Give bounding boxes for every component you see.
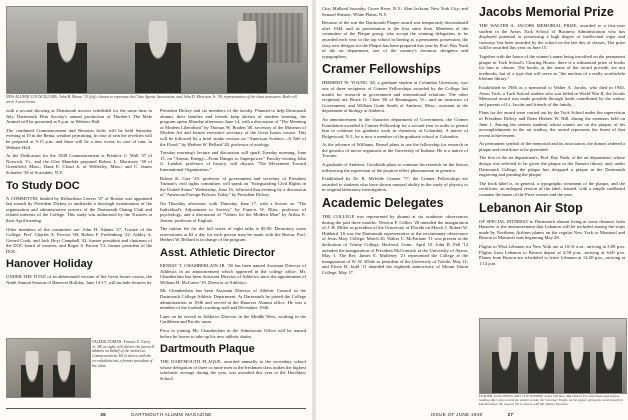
cup-winner-photo xyxy=(479,318,627,394)
paragraph: Robert K. Carr '29, professor of government and secretary of President Truman's civil rights committee, will speak on "Safeguarding Civil Rights in the United States" Wednesday, June 16, followed that evening by a discussion of "American Foreign Policies Today" by President Dickey. xyxy=(160,175,306,198)
paragraph: Other members of the committee are: John H. Adams '27, Trustee of the College; Prof. Charles A. Proctor '00; Robert F. Fredenburg '22; Ashley A. Gerard Cook; and Jack Hoyt Campbell '42, former president and chairman of the DOC board of trustees; and Roger S. Brown '13, former president of the DOC. xyxy=(6,226,152,254)
section-heading-cramer-fellowships: Cramer Fellowships xyxy=(322,62,441,77)
right-page xyxy=(316,0,628,420)
paragraph: Established in 1946 as a memorial to Walter A. Jacobs, who died in 1945, Amos Tuck, a Tuck School student who was killed in World War II, the Jacobs Memorial award was made possible through funds contributed by the widow and parents of Lt. Jacobs and friends of the family. xyxy=(479,84,625,107)
paragraph: Together with the honor of the winner's name being inscribed on the permanent plaque in Tuck School's Clearing House, there is a substantial prize of books for him to choose. The books, at the terms of the award provide, are not textbooks, but of a type that will serve as "the nucleus of a really worthwhile lifetime library." xyxy=(479,53,625,82)
paragraph: On Thursday afternoon, with Thursday, June 17, with a lecture on "The Individual's Adjustment to Society" by Francis W. Bliss, professor of psychology, and a discussion of "Values for the Modern Man" by Arthur E. Jensen, professor of English. xyxy=(160,200,306,223)
left-footer xyxy=(6,412,306,417)
right-column-2 xyxy=(479,6,625,314)
person-figure xyxy=(21,351,43,397)
person-figure xyxy=(528,337,554,393)
paragraph: Prior to joining Mr. Chamberlain in the Admissions Office will be named before he leaves to take up his new athletic duties. xyxy=(160,328,306,339)
section-heading-lebanon-air-stop: Lebanon Air Stop xyxy=(479,200,583,215)
cup-winner-caption: LEADER, GOD SPEED AND CUP WINNER: Sears Durham, Rip Dinner Fur bearsman and league-leading skier who scored ten points to take the Carnival Trophy as the player giving the most benefit to Dartmouth in the season. He is shown with Mr. Walter Durham. xyxy=(479,394,624,407)
paragraph: HERBERT W. YOUNG '48, a graduate student at Columbia University, was one of three recipients of Cramer Fellowships awarded by the College last month for research in government and international relations. The other recipients are Bruce G. Chen '48 of Bennington, Vt., and an instructor of Government, and William Grant Smith of Amherst, Mass., assistant in the department of biology at Amherst. xyxy=(322,80,468,114)
person-figure xyxy=(227,21,267,93)
issue-date: ISSUE OF JUNE 1948 xyxy=(430,412,483,417)
paragraph: Because of the war the Dartmouth Plaque award was temporarily discontinued after 1944, and its presentation is the first since then. Members of the committee of the Plaque group, who accept the winning delegation, to be awarded each year to the top school in having as a permanent possession, the sixty new designs for the Plaque has been prepared this year by Prof. Ray Nash of the art department, one of the country's foremost designers and typographers. xyxy=(322,20,468,59)
section-heading-athletic-director: Asst. Athletic Director xyxy=(160,247,276,260)
paragraph: As permanent symbol of the memorial and its association, the donors ordered a plaque and certificate to be presented. xyxy=(479,141,625,152)
paragraph: Tuesday morning's lecture and discussion will spark Tuesday morning, June 15, on "Atomic Energy—From Danger to Superpower." Faculty-visiting John G. Lambie, professor of history, will discuss "The Movement Toward International Organization." xyxy=(160,150,306,172)
person-figure xyxy=(47,21,87,93)
section-heading-doc: To Study DOC xyxy=(6,179,80,192)
section-heading-academic-delegates: Academic Delegates xyxy=(322,196,444,211)
valedictorian-caption: VALEDICTORIAN: Francis E. Gerry Jr. '48, at right, will deliver the farewell address on behalf of the seniors at Commencement. He is shown with the co-valedictorian, a former president of the class. xyxy=(92,340,154,368)
paragraph: A COMMITTEE headed by Richardson Leaver '27 of Boston was appointed last month by President Dickey to undertake a thorough examination of the organization and administrative powers of the Dartmouth Outing Club and related interests of the College. This study was authorized by the Trustees at their April meeting. xyxy=(6,195,152,223)
paragraph: Flights to West Lebanon for New York are at 10:31 a.m., arriving at 3:08 p.m. Flights from Lebanon to Boston depart at 4:58 p.m., arriving at 6:00 p.m. Planes from Boston are scheduled to leave Lebanon at 12:20 p.m., arriving at 1:14 p.m. xyxy=(479,244,625,266)
left-page xyxy=(0,0,312,420)
person-figure xyxy=(492,337,518,393)
footer-rule xyxy=(6,408,306,409)
paragraph: City; Midland Saxonby, Grove River, N.Y.; Alan Jackson, New York City; and Samuel Shearer, White Plains, N.Y. xyxy=(322,6,468,17)
paragraph: President Dickey and six members of the faculty. Planned to help Dartmouth alumni, their families and friends keep abreast of modern learning, the program opens Monday afternoon, June 14, with a discussion of "The Meaning of Modern Liberalism" by Thomas W. Braden '40, secretary of the Museum of Modern Art and former executive secretary of the Great Issues course. This will be followed by a brief studio session on "American Science—A Tale of the Flood," by Herbert W. Bellard '28, professor of zoology. xyxy=(160,108,306,147)
paragraph: The tuition fee for the full series of eight talks is $5.00. Dormitory room reservations at $2 a day for each person may be made with the Bursar. Prof. Herbert W. Bellard is in charge of the program. xyxy=(160,226,306,243)
paragraph: At the advance of Williams, Beasel plans to use the fellowship for research in the genetics of micro-organisms at the University of Indiana. He is a native of Toronto. xyxy=(322,142,468,159)
paragraph: Plans for the award were carried out by the Tuck School under the supervision of President Dickey and Dean Herbert W. Hill, during the seminars held on June 1. Among the sixteen students whose names are on the plaque, of his accomplishments in the art studios, the award represents the finest of that recent achievement. xyxy=(479,110,625,138)
person-figure xyxy=(596,337,622,393)
paragraph: An announcement in the character department of Government, the Cramer Foundation awarded a Cramer Fellowship for a second year in order to permit him to continue his graduate work in chemistry at Columbia. A native of Ridgewood, N.J., he is now a member of the graduate school at Columbia. xyxy=(322,116,468,139)
paragraph: The book label is, in general, a typographic treatment of the plaque, and the certificate, an enlarged version of the label, framed, with a simple cardboard contains the name of the Prize winner and the year. xyxy=(479,180,625,198)
paragraph: with a second showing at Dartmouth movies scheduled for the same time in July. Dartmouth Film Society's annual production of Thurber's The Male Animal will be presented at 9 p.m. in Webster Hall. xyxy=(6,108,152,125)
paragraph: Mr. Chamberlain has been Assistant Director of Athletic Council in the Dartmouth College Athletic Department. At Dartmouth he joined the College administration in 1946 and served at the Hanover Alumni office. He was a member of the football coaching staff and December, 1946. xyxy=(160,288,306,311)
paragraph: THE DARTMOUTH PLAQUE, awarded annually to the secondary school whose delegation of three or more men in the freshman class makes the highest scholastic average during the year, was awarded this year to the Hotchkiss School. xyxy=(160,359,306,381)
section-heading-dartmouth-plaque: Dartmouth Plaque xyxy=(160,343,255,356)
paragraph: At the Dedication for the 1948 Commencement is Prentice C. Wall '37 of Norwich, Vt., and the Glee Mandola prepared Robert L. Morrissey '38 of Greenfield, Mass.; Dana E. Cloud Jr. of Wellesley, Mass.; and C. James Schaefer '38 of Scarsdale, N.Y. xyxy=(6,153,152,175)
right-column-1 xyxy=(322,6,468,404)
person-figure xyxy=(135,21,181,93)
section-heading-hanover-holiday: Hanover Holiday xyxy=(6,258,93,271)
page-number: 27 xyxy=(507,412,514,417)
magazine-title: DARTMOUTH ALUMNI MAGAZINE xyxy=(131,412,212,417)
paragraph: Established by Dr. R. Melville Cramer '77, the Cramer Fellowships are awarded to students who have shown unusual ability in the study of physics or in original laboratory investigation. xyxy=(322,176,468,193)
right-footer xyxy=(322,412,622,417)
paragraph: The combined Commencement and Reunion frolic will be held Saturday evening at 10 in the Bema, weather permitting. In case of rain the revelries will be prepared at 9:15 p.m. and there will be a new event, in case of rain, in Webster Hall. xyxy=(6,127,152,150)
paragraph: The first of the art department's, Prof. Ray Nash, of the art department, whose design was selected to be given the plaque in the Nansen library, and, under Dartmouth College, the plaque has designed a plaque in the Dartmouth engraving and printing the plaque. xyxy=(479,155,625,178)
person-figure xyxy=(53,351,75,397)
alumni-councillors-photo xyxy=(6,6,308,94)
paragraph: Later on he served as Athletics Director in the Middle West, working in the Caribbean and Pacific areas. xyxy=(160,313,306,325)
paragraph: THE WALTER A. JACOBS MEMORIAL PRIZE, awarded to a first-year student in the Amos Tuck School of Business Administration who has displayed potential or possessing a high degree of intellectual vigor and curiosity, has been awarded by the school on the last day of classes. The prize will be awarded this year on June 15. xyxy=(479,23,625,51)
paragraph: ERNEST T. CHAMBERLAIN JR. '38 has been named Assistant Director of Athletics in an announcement which appeared in the college office. Mr. Chamberlain has been Assistant Director of Athletics since the appointment of William H. McCarter '19, Director of Athletics. xyxy=(160,263,306,285)
paragraph: OF SPECIAL INTEREST to Dartmouth alumni living at some distance from Hanover is the announcement that Lebanon will be included among the stops made by Northeast Airlines planes on the regular New York or Montreal and Boston to Montreal runs beginning May 28. xyxy=(479,218,625,241)
valedictorian-photo xyxy=(6,338,91,398)
left-column-2 xyxy=(160,108,306,404)
paragraph: THE COLLEGE was represented by alumni at six academic observances during the past three months. Newton F. Collier '28 attended the inauguration of J. H. Miller as president of the University of Florida on March 5. Robert W. Hubbard '16 was the Dartmouth representative at the tercentenary observance of Jesus Mary College, March 26. Walter C. McFarlane '11 was present at the dedication of Trinity College, Hartford, Conn., April 10. John B. Fell '12 attended the inauguration of President McCormick at the University of Akron, May 1. The Rev. James E. Mulleney '21 represented the College at the inauguration of W. W. White as president of the University of Toledo, May 11; and Elwin B. Judd '11 attended the eightieth anniversary of Mount Union College, May 17. xyxy=(322,214,468,275)
section-heading-jacobs-prize: Jacobs Memorial Prize xyxy=(479,6,614,19)
left-column-1 xyxy=(6,108,152,333)
paragraph: A graduate of Amherst, Goodfaith plans to continue his research on the factors influencing the expression of the positive effect phenomenon in genetics. xyxy=(322,162,468,173)
paragraph: UNDER THE TITLE of an abbreviated version of the Great Issues course, the Ninth Annual Session of Hanover Holiday, June 14-17, will include lectures by xyxy=(6,274,152,286)
page-number: 26 xyxy=(100,412,107,417)
photo-caption: NEW ALUMNI COUNCILLORS: John B. Moose '15 (left), chosen to represent the Class Agents Association, and John D. Morrison Jr. '38, representative of the class treasurers. Both will serve 3-year terms. xyxy=(6,95,297,104)
person-figure xyxy=(564,337,590,393)
